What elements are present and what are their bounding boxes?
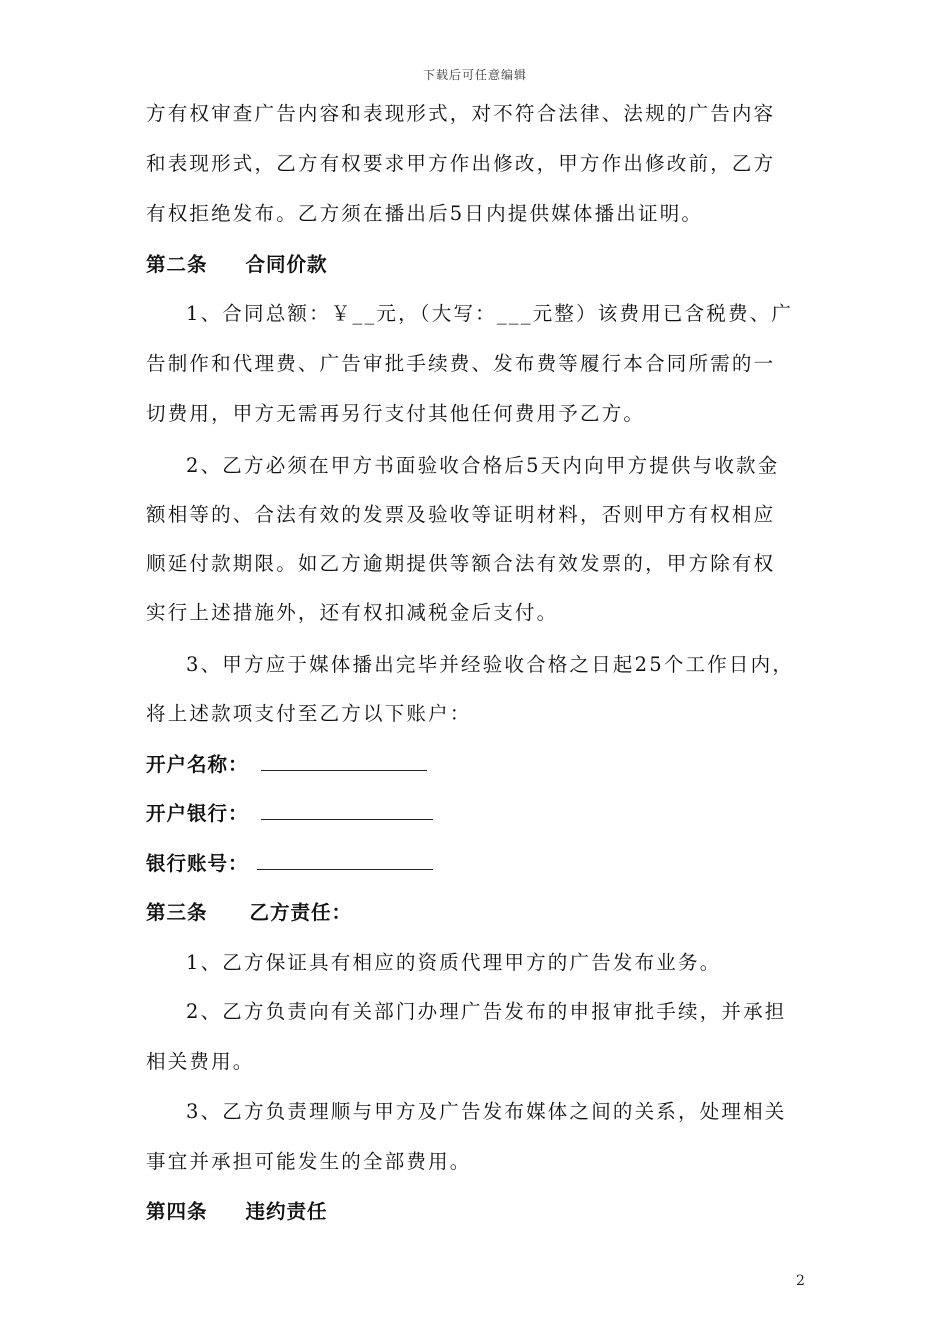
clause-line: 3、乙方负责理顺与甲方及广告发布媒体之间的关系，处理相关 [186, 1100, 787, 1123]
bank-label: 开户银行： [146, 802, 249, 825]
article-3-heading [146, 901, 352, 925]
account-name-blank [261, 752, 427, 771]
account-name-label: 开户名称： [146, 753, 249, 776]
article-number: 第二条 [146, 253, 208, 276]
body-line: 方有权审查广告内容和表现形式，对不符合法律、法规的广告内容 [146, 102, 776, 125]
article-number: 第三条 [146, 901, 208, 924]
body-line: 和表现形式，乙方有权要求甲方作出修改，甲方作出修改前，乙方 [146, 152, 776, 175]
account-number-label: 银行账号： [146, 852, 249, 875]
clause-line: 顺延付款期限。如乙方逾期提供等额合法有效发票的，甲方除有权 [146, 552, 776, 575]
article-title: 违约责任 [245, 1200, 328, 1223]
clause-line: 额相等的、合法有效的发票及验收等证明材料，否则甲方有权相应 [146, 503, 776, 526]
account-name-row [146, 752, 427, 777]
page-number: 2 [796, 1273, 805, 1289]
body-line: 有权拒绝发布。乙方须在播出后5日内提供媒体播出证明。 [146, 202, 704, 225]
clause-line: 实行上述措施外，还有权扣减税金后支付。 [146, 601, 559, 624]
clause-line: 1、合同总额：￥__元，（大写：___元整）该费用已含税费、广 [186, 302, 794, 325]
article-4-heading [146, 1200, 328, 1224]
clause-line: 相关费用。 [146, 1050, 255, 1073]
clause-line: 3、甲方应于媒体播出完毕并经验收合格之日起25个工作日内， [186, 653, 795, 676]
bank-row [146, 801, 433, 826]
page-header: 下载后可任意编辑 [422, 68, 527, 82]
clause-line: 2、乙方必须在甲方书面验收合格后5天内向甲方提供与收款金 [186, 454, 780, 477]
clause-line: 事宜并承担可能发生的全部费用。 [146, 1150, 472, 1173]
clause-line: 告制作和代理费、广告审批手续费、发布费等履行本合同所需的一 [146, 352, 776, 375]
bank-blank [261, 801, 433, 820]
account-number-blank [257, 851, 433, 870]
article-title: 乙方责任： [249, 901, 353, 924]
article-number: 第四条 [146, 1200, 208, 1223]
clause-line: 切费用，甲方无需再另行支付其他任何费用予乙方。 [146, 402, 646, 425]
account-number-row [146, 851, 433, 876]
article-2-heading [146, 253, 328, 277]
article-title: 合同价款 [245, 253, 328, 276]
clause-line: 2、乙方负责向有关部门办理广告发布的申报审批手续，并承担 [186, 1000, 787, 1023]
clause-line: 将上述款项支付至乙方以下账户： [146, 702, 472, 725]
clause-line: 1、乙方保证具有相应的资质代理甲方的广告发布业务。 [186, 951, 722, 974]
